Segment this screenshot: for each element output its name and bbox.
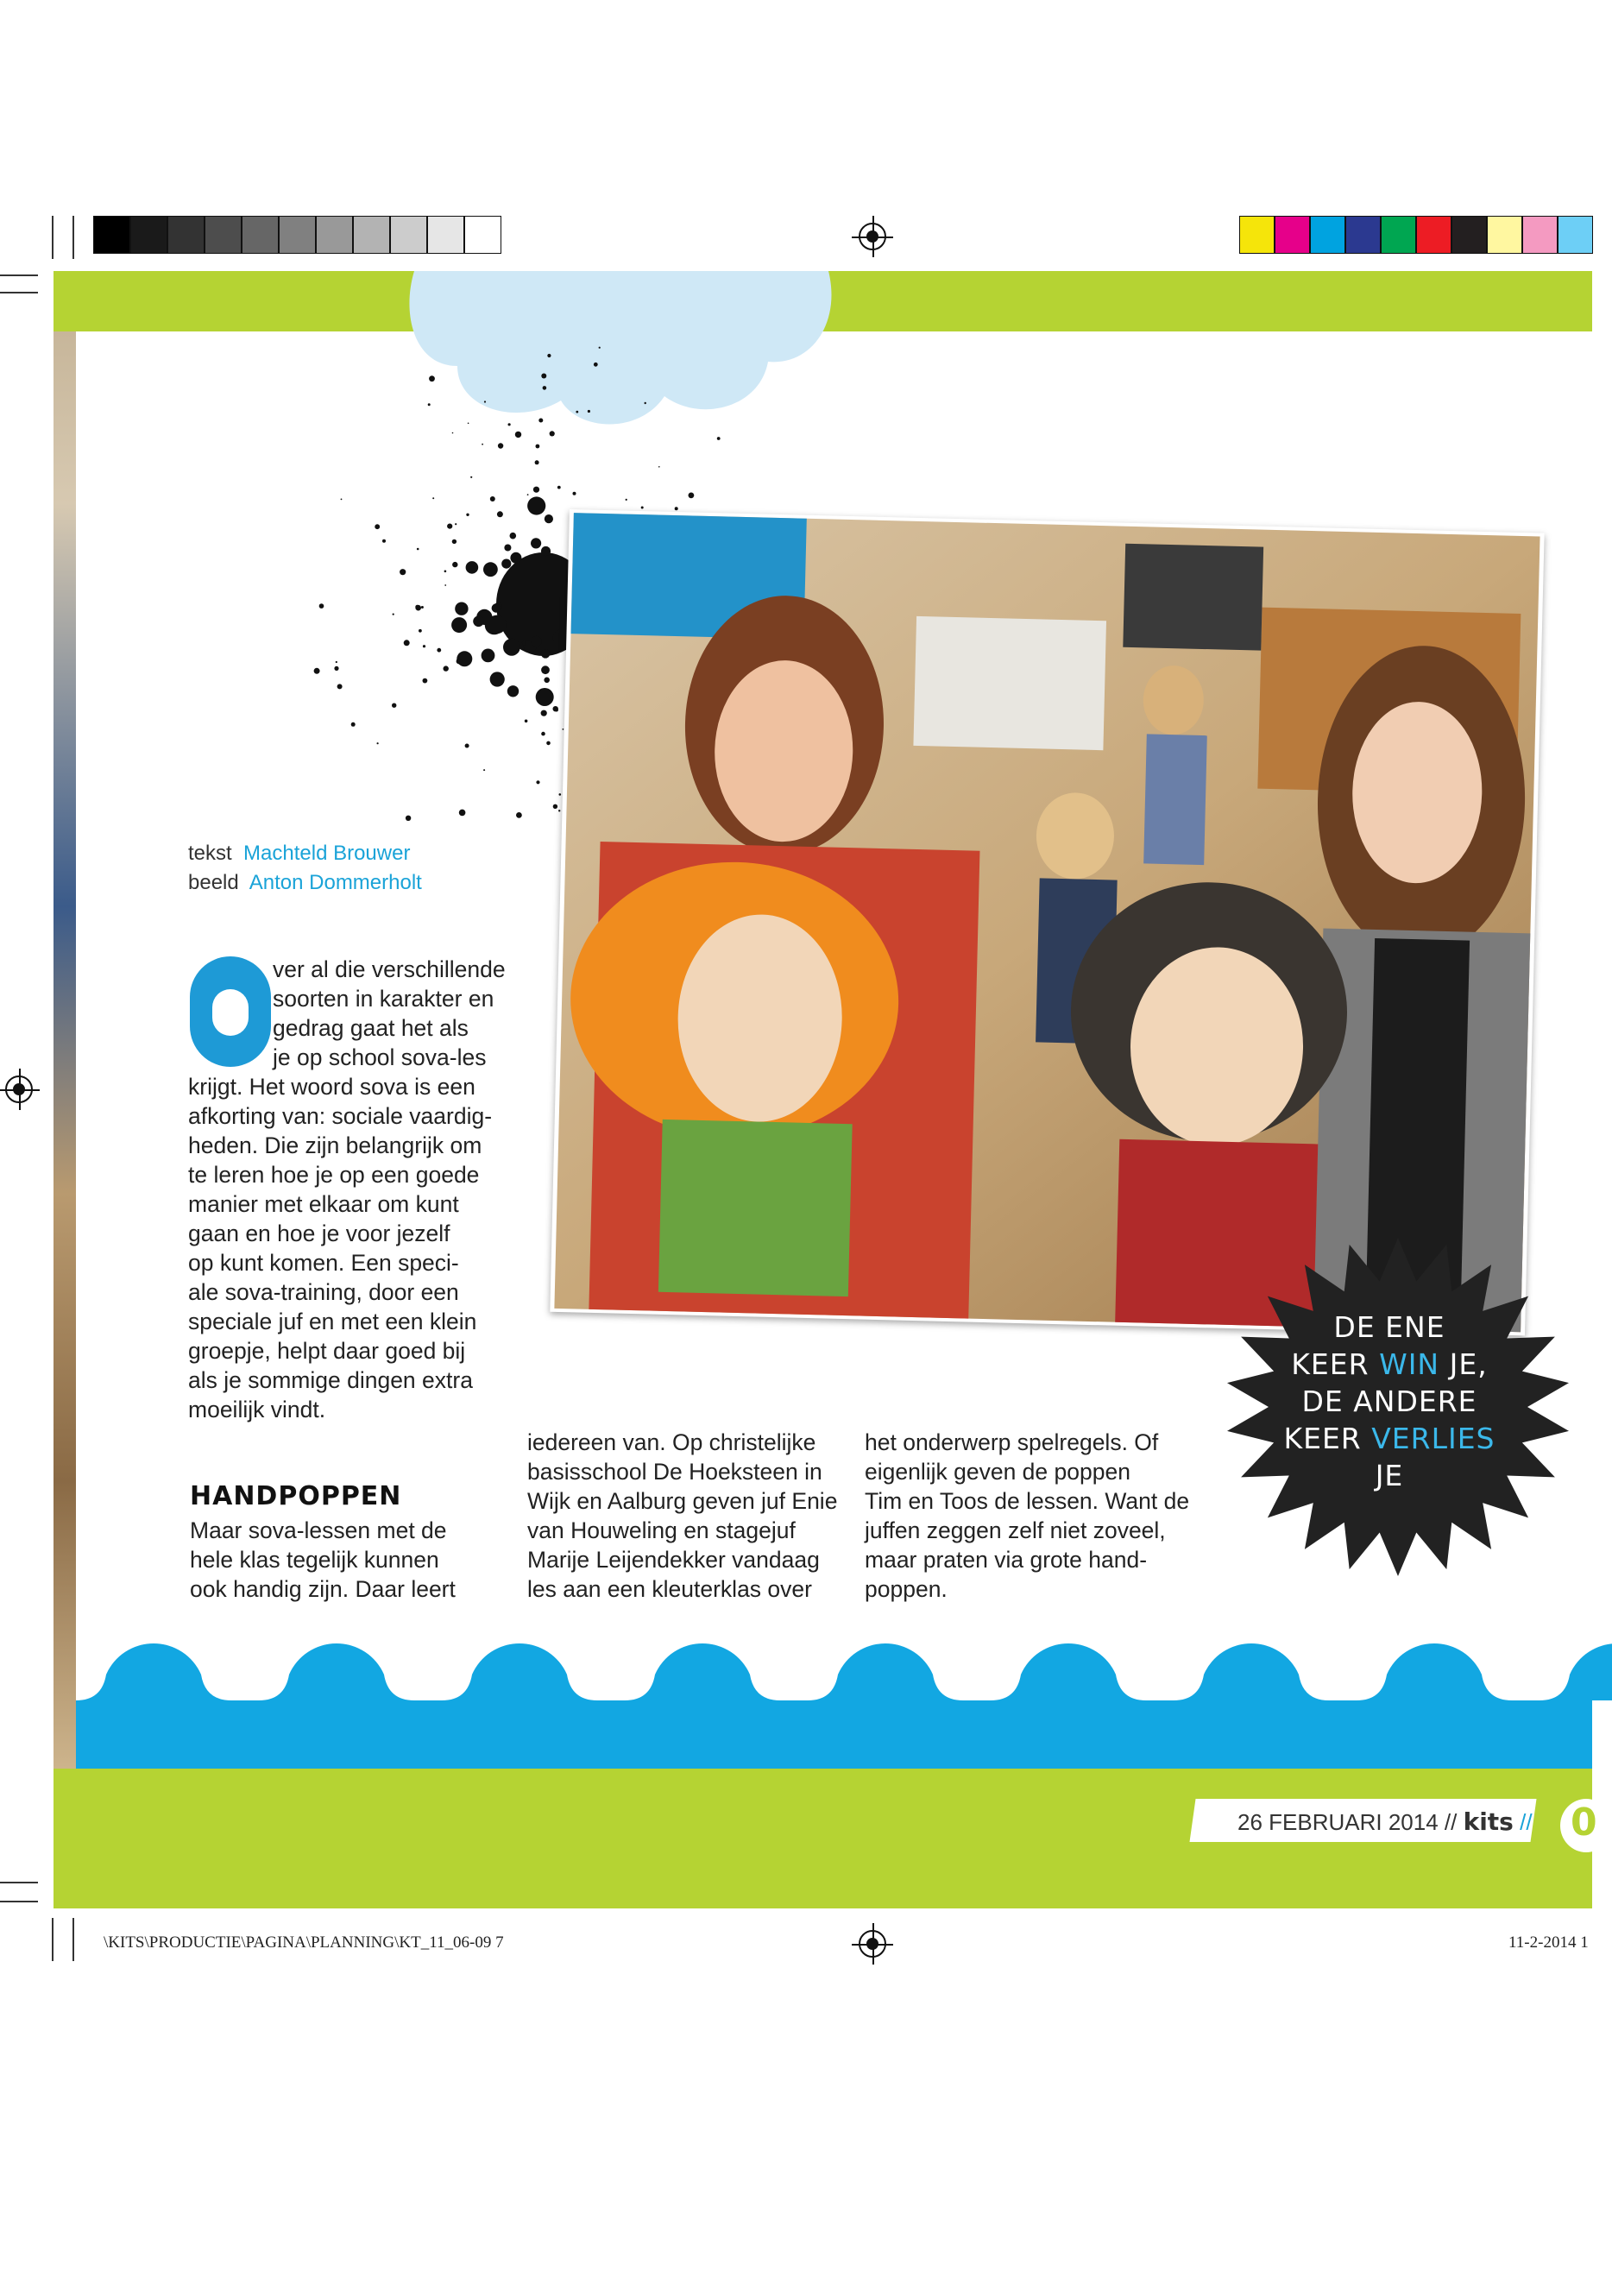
intro-line: heden. Die zijn belangrijk om	[188, 1132, 482, 1158]
color-swatch	[1310, 216, 1345, 254]
intro-line: soorten in karakter en	[273, 986, 494, 1012]
intro-line: groepje, helpt daar goed bij	[188, 1338, 466, 1364]
column-line: hele klas tegelijk kunnen	[190, 1547, 439, 1573]
pull-quote	[1260, 1309, 1519, 1494]
intro-line: te leren hoe je op een goede	[188, 1162, 480, 1188]
quote-line-1: DE ENE	[1333, 1310, 1445, 1344]
column-line: juffen zeggen zelf niet zoveel,	[865, 1517, 1166, 1543]
quote-highlight-win: WIN	[1379, 1347, 1440, 1381]
magazine-brand: kits	[1463, 1807, 1514, 1836]
page-number-glyph: 0	[1571, 1801, 1597, 1845]
gray-swatch	[279, 216, 316, 254]
intro-line: speciale juf en met een klein	[188, 1309, 477, 1334]
intro-line: krijgt. Het woord sova is een	[188, 1074, 475, 1100]
intro-line: ver al die verschillende	[273, 956, 506, 982]
intro-line: gedrag gaat het als	[273, 1015, 469, 1041]
column-line: maar praten via grote hand-	[865, 1547, 1148, 1573]
column-line: poppen.	[865, 1576, 948, 1602]
footer-date	[1237, 1807, 1533, 1836]
quote-line-4: KEER VERLIES	[1283, 1422, 1496, 1455]
gray-swatch	[427, 216, 464, 254]
quote-line-3: DE ANDERE	[1301, 1385, 1477, 1418]
credit-photographer: Anton Dommerholt	[249, 871, 422, 894]
gray-swatch	[93, 216, 130, 254]
column-line: les aan een kleuterklas over	[527, 1576, 812, 1602]
credit-writer: Machteld Brouwer	[243, 842, 411, 865]
gray-swatch	[390, 216, 427, 254]
intro-line: als je sommige dingen extra	[188, 1367, 473, 1393]
color-swatch	[1239, 216, 1275, 254]
issue-date: 26 FEBRUARI 2014 //	[1237, 1809, 1458, 1835]
color-swatch	[1522, 216, 1558, 254]
column-line: Marije Leijendekker vandaag	[527, 1547, 820, 1573]
gray-swatch	[316, 216, 353, 254]
gray-swatch	[353, 216, 390, 254]
column-2	[527, 1428, 855, 1604]
intro-line: moeilijk vindt.	[188, 1397, 326, 1422]
column-line: van Houweling en stagejuf	[527, 1517, 796, 1543]
credit-image-label: beeld	[188, 871, 239, 894]
registration-mark-top	[859, 223, 886, 250]
intro-line: op kunt komen. Een speci-	[188, 1250, 459, 1276]
intro-line: gaan en hoe je voor jezelf	[188, 1221, 450, 1246]
quote-line-2: KEER WIN JE,	[1291, 1347, 1488, 1381]
color-swatch	[1381, 216, 1416, 254]
gray-swatch	[242, 216, 279, 254]
registration-mark-bottom	[859, 1930, 886, 1958]
classroom-photo	[550, 509, 1544, 1335]
credits-block	[188, 839, 422, 898]
color-swatch	[1487, 216, 1522, 254]
column-line: het onderwerp spelregels. Of	[865, 1429, 1159, 1455]
column-3	[865, 1428, 1193, 1604]
quote-highlight-verlies: VERLIES	[1371, 1422, 1496, 1455]
intro-line: ale sova-training, door een	[188, 1279, 459, 1305]
file-path-slug: \KITS\PRODUCTIE\PAGINA\PLANNING\KT_11_06-09 7	[104, 1933, 504, 1952]
column-line: Tim en Toos de lessen. Want de	[865, 1488, 1190, 1514]
column-line: Maar sova-lessen met de	[190, 1517, 447, 1543]
intro-line: manier met elkaar om kunt	[188, 1191, 459, 1217]
wave-band	[76, 1640, 1592, 1769]
column-1	[190, 1516, 483, 1604]
color-swatch	[1416, 216, 1451, 254]
registration-mark-left	[5, 1075, 33, 1103]
color-swatch	[1275, 216, 1310, 254]
intro-paragraph	[188, 955, 516, 1424]
column-line: ook handig zijn. Daar leert	[190, 1576, 456, 1602]
quote-line-5: JE	[1375, 1459, 1404, 1492]
column-line: basisschool De Hoeksteen in	[527, 1459, 822, 1485]
print-date-slug: 11-2-2014 1	[1508, 1933, 1589, 1952]
credit-text-label: tekst	[188, 842, 232, 865]
color-swatch	[1451, 216, 1487, 254]
intro-line: afkorting van: sociale vaardig-	[188, 1103, 493, 1129]
color-swatch	[1345, 216, 1381, 254]
gray-swatch	[130, 216, 167, 254]
gray-swatch	[205, 216, 242, 254]
column-line: iedereen van. Op christelijke	[527, 1429, 816, 1455]
section-heading: HANDPOPPEN	[190, 1481, 402, 1511]
footer-separator: //	[1520, 1809, 1533, 1835]
column-line: eigenlijk geven de poppen	[865, 1459, 1130, 1485]
gray-swatch	[464, 216, 501, 254]
gray-swatch	[167, 216, 205, 254]
column-line: Wijk en Aalburg geven juf Enie	[527, 1488, 838, 1514]
intro-line: je op school sova-les	[273, 1044, 487, 1070]
left-photo-strip	[54, 331, 76, 1769]
color-swatch	[1558, 216, 1593, 254]
